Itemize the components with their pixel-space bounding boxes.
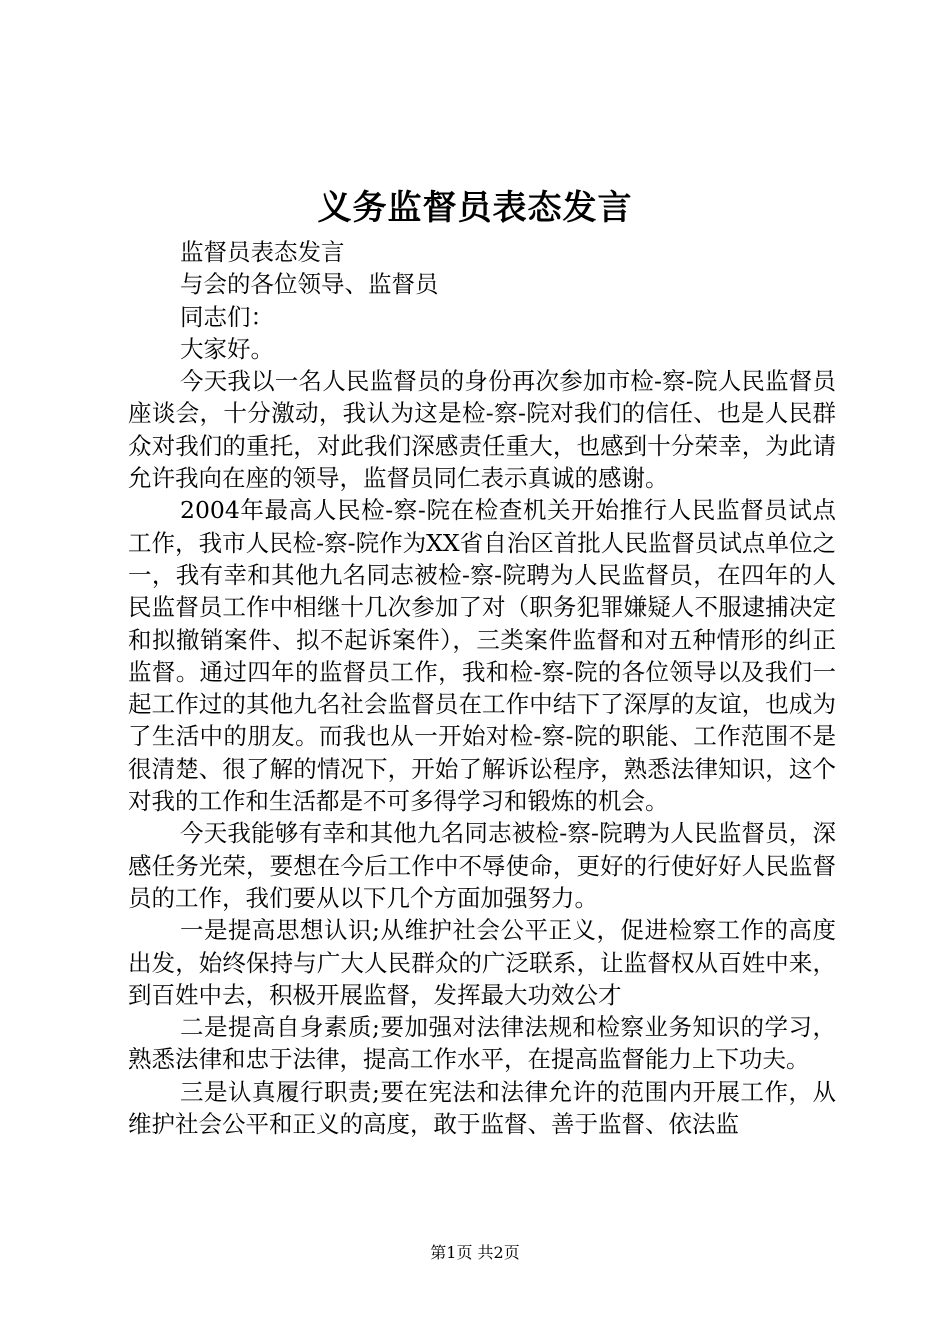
page-footer: 第1页 共2页	[430, 1243, 520, 1262]
paragraph-point-three: 三是认真履行职责;要在宪法和法律允许的范围内开展工作，从维护社会公平和正义的高度，敢于监督、善于监督、依法监	[128, 1077, 836, 1139]
paragraph-intro: 今天我以一名人民监督员的身份再次参加市检-察-院人民监督员座谈会，十分激动，我认为这是检-察-院对我们的信任、也是人民群众对我们的重托，对此我们深感责任重大，也感到十分荣幸，为此请允许我向在座的领导，监督员同仁表示真诚的感谢。	[128, 367, 836, 493]
paragraph-comrades: 同志们：	[180, 302, 274, 331]
paragraph-heading: 监督员表态发言	[180, 238, 345, 266]
paragraph-history: 2004年最高人民检-察-院在检查机关开始推行人民监督员试点工作，我市人民检-察-院作为XX省自治区首批人民监督员试点单位之一，我有幸和其他九名同志被检-察-院聘为人民监督员，在四年的人民监督员工作中相继十几次参加了对（职务犯罪嫌疑人不服逮捕决定和拟撤销案件、拟不起诉案件），三类案件监督和对五种情形的纠正监督。通过四年的监督员工作，我和检-察-院的各位领导以及我们一起工作过的其他九名社会监督员在工作中结下了深厚的友谊，也成为了生活中的朋友。而我也从一开始对检-察-院的职能、工作范围不是很清楚、很了解的情况下，开始了解诉讼程序，熟悉法律知识，这个对我的工作和生活都是不可多得学习和锻炼的机会。	[128, 496, 836, 816]
paragraph-point-one: 一是提高思想认识;从维护社会公平正义，促进检察工作的高度出发，始终保持与广大人民群众的广泛联系，让监督权从百姓中来，到百姓中去，积极开展监督，发挥最大功效公才	[128, 916, 836, 1009]
paragraph-salutation: 与会的各位领导、监督员	[180, 270, 439, 299]
document-title: 义务监督员表态发言	[317, 188, 633, 228]
paragraph-greeting: 大家好。	[180, 334, 274, 363]
document-body	[128, 236, 836, 1140]
paragraph-point-two: 二是提高自身素质;要加强对法律法规和检察业务知识的学习，熟悉法律和忠于法律，提高工作水平，在提高监督能力上下功夫。	[128, 1013, 836, 1074]
paragraph-commitment: 今天我能够有幸和其他九名同志被检-察-院聘为人民监督员，深感任务光荣，要想在今后工作中不辱使命，更好的行使好好人民监督员的工作，我们要从以下几个方面加强努力。	[128, 819, 836, 912]
